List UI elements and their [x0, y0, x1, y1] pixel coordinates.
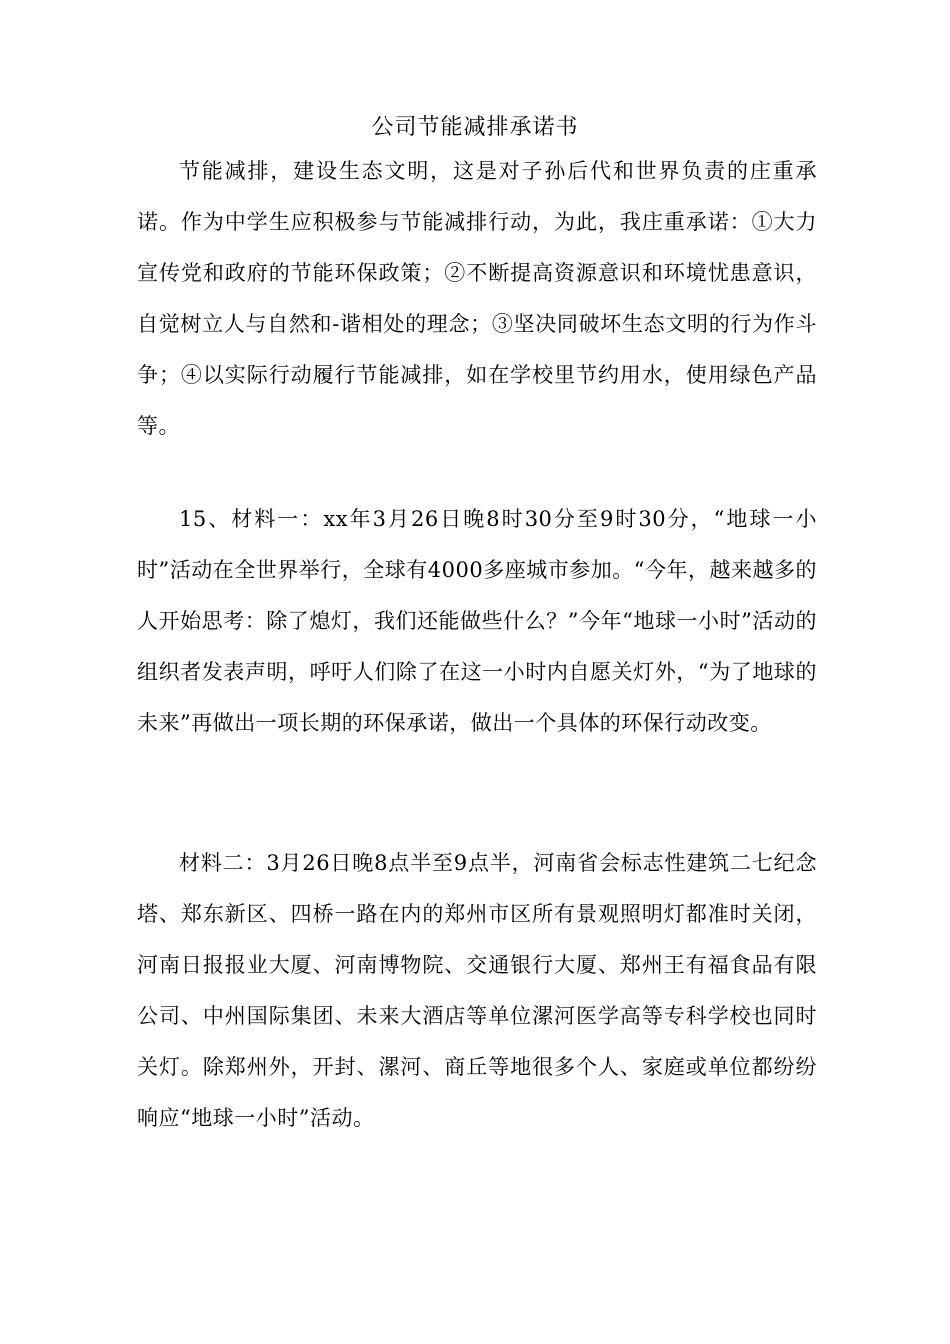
paragraph-material-one: 15、材料一：xx年3月26日晚8时30分至9时30分，“地球一小时”活动在全世界举行，全球有4000多座城市参加。“今年，越来越多的人开始思考：除了熄灯，我们还能做些什么？”今年“地球一小时”活动的组织者发表声明，呼吁人们除了在这一小时内自愿关灯外，“为了地球的未来”再做出一项长期的环保承诺，做出一个具体的环保行动改变。: [137, 507, 817, 735]
paragraph-material-two: 材料二：3月26日晚8点半至9点半，河南省会标志性建筑二七纪念塔、郑东新区、四桥一路在内的郑州市区所有景观照明灯都准时关闭，河南日报报业大厦、河南博物院、交通银行大厦、郑州王有福食品有限公司、中州国际集团、未来大酒店等单位漯河医学高等专科学校也同时关灯。除郑州外，开封、漯河、商丘等地很多个人、家庭或单位都纷纷响应“地球一小时”活动。: [137, 851, 817, 1130]
paragraph-pledge: 节能减排，建设生态文明，这是对子孙后代和世界负责的庄重承诺。作为中学生应积极参与节能减排行动，为此，我庄重承诺：①大力宣传党和政府的节能环保政策；②不断提高资源意识和环境忧患意识，自觉树立人与自然和-谐相处的理念；③坚决同破坏生态文明的行为作斗争；④以实际行动履行节能减排，如在学校里节约用水，使用绿色产品等。: [137, 159, 817, 438]
document-title: 公司节能减排承诺书: [371, 115, 579, 140]
